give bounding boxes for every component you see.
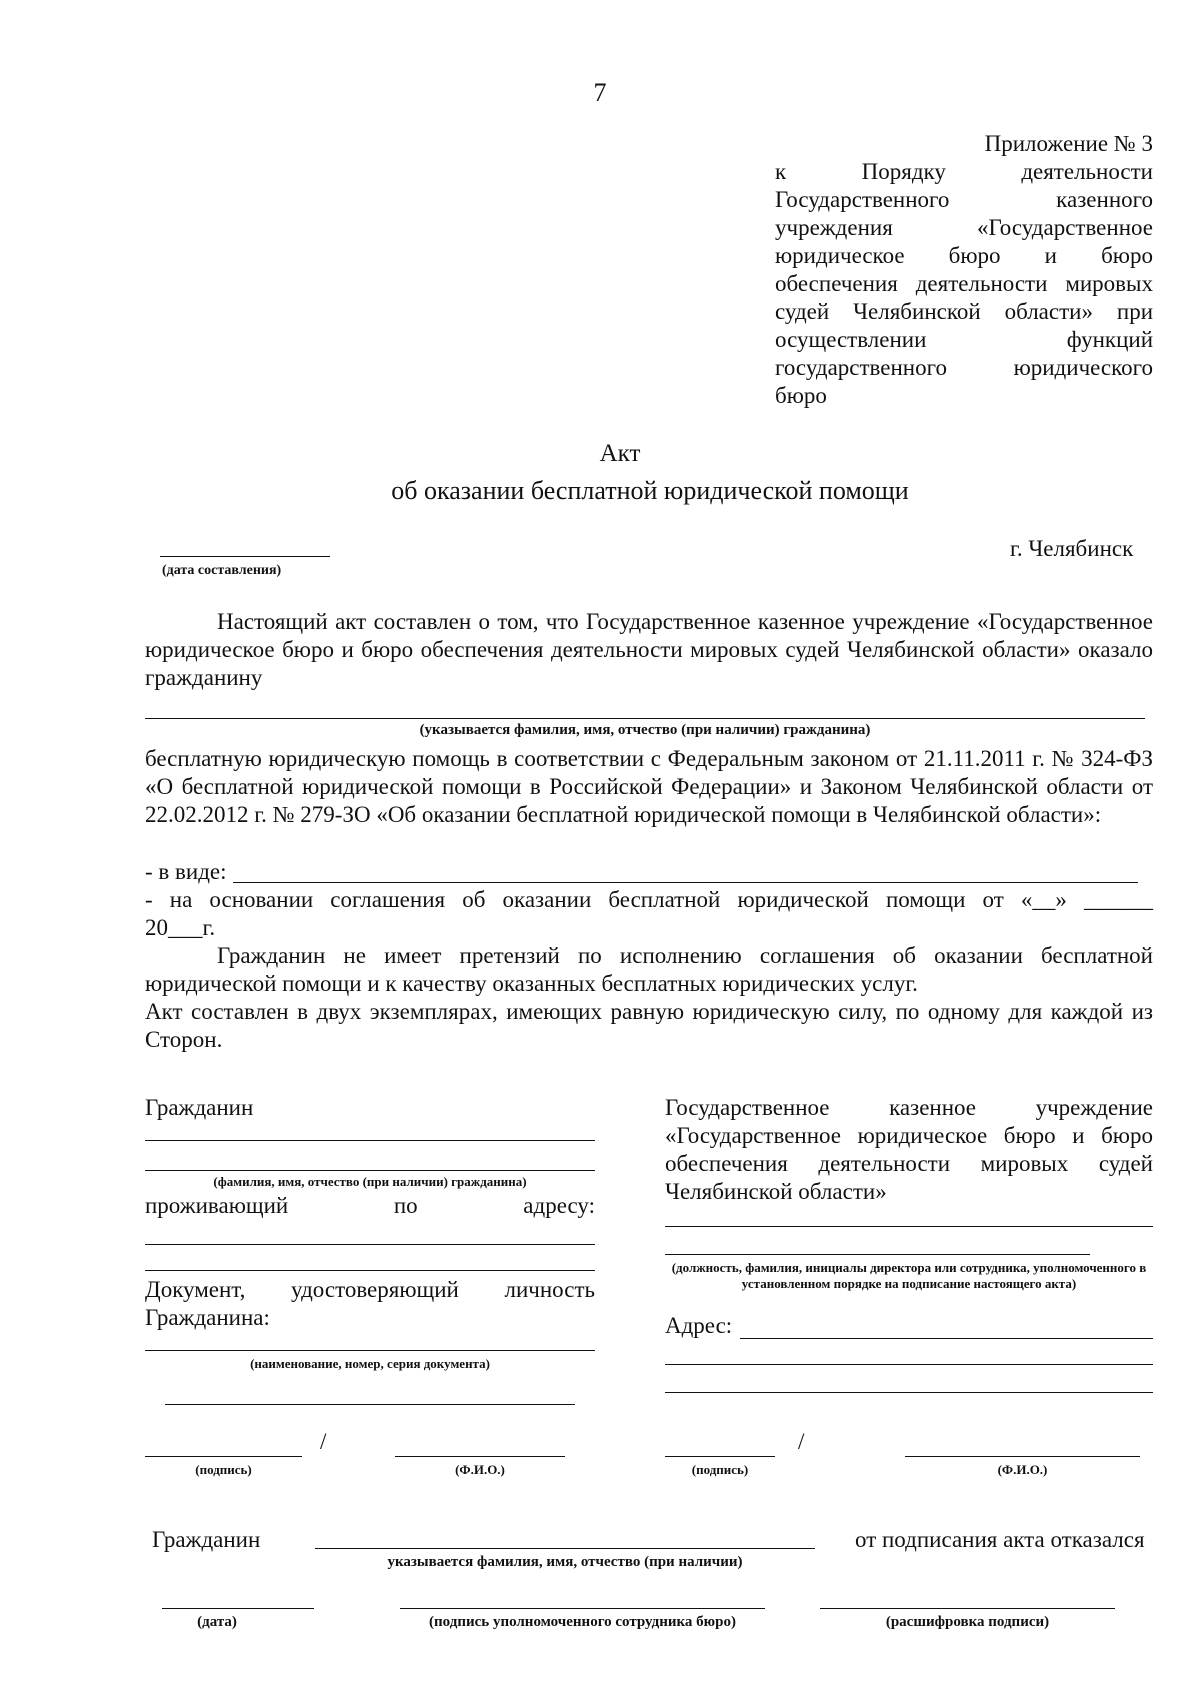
document-title: Акт [599, 440, 641, 467]
document-subtitle: об оказании бесплатной юридической помощи [391, 476, 909, 505]
appendix-reference [775, 130, 1153, 410]
appendix-line: обеспечения деятельности мировых [775, 271, 1153, 296]
refusal-text: от подписания акта отказался [855, 1527, 1145, 1552]
intro-paragraph: Настоящий акт составлен о том, что Государственное казенное учреждение «Государственное юридическое бюро и бюро обеспечения деятельности мировых судей Челябинской области» оказало гражданину [145, 609, 1153, 690]
appendix-line: бюро [775, 383, 827, 408]
citizen-fio-caption: (Ф.И.О.) [455, 1462, 505, 1477]
appendix-line: юридическое бюро и бюро [775, 243, 1153, 268]
page-number: 7 [593, 78, 607, 107]
form-field-line [233, 882, 1138, 883]
citizen-name-line [145, 718, 1145, 719]
bureau-address-line [665, 1392, 1153, 1393]
citizen-address-line [145, 1270, 595, 1271]
refusal-signature-caption: (подпись уполномоченного сотрудника бюро) [429, 1614, 736, 1630]
date-caption: (дата составления) [162, 563, 282, 578]
bureau-heading: Государственное казенное учреждение «Государственное юридическое бюро и бюро обеспечения деятельности мировых судей Челябинской области» [665, 1095, 1153, 1204]
appendix-line: Приложение № 3 [984, 131, 1153, 156]
refusal-decoding-caption: (расшифровка подписи) [885, 1614, 1050, 1630]
bureau-address-label: Адрес: [665, 1313, 733, 1338]
citizen-document-line [145, 1350, 595, 1351]
claims-paragraph: Гражданин не имеет претензий по исполнению соглашения об оказании бесплатной юридической помощи и к качеству оказанных бесплатных юридических услуг. [145, 943, 1153, 996]
law-paragraph: бесплатную юридическую помощь в соответствии с Федеральным законом от 21.11.2011 г. № 324-ФЗ «О бесплатной юридической помощи в Российской Федерации» и Законом Челябинской области от 22.02.2012 г. № 279-ЗО «Об оказании бесплатной юридической помощи в Челябинской области»: [145, 746, 1153, 827]
citizen-document-label: Документ, удостоверяющий личность Гражданина: [145, 1277, 595, 1330]
citizen-address-line [145, 1244, 595, 1245]
appendix-line: осуществлении функций [775, 327, 1153, 352]
refusal-name-line [315, 1548, 815, 1549]
citizen-document-line [165, 1404, 575, 1405]
signature-separator: / [798, 1429, 805, 1454]
citizen-heading: Гражданин [145, 1095, 254, 1120]
bureau-fio-caption: (Ф.И.О.) [997, 1462, 1048, 1477]
citizen-address-label: проживающий по адресу: [145, 1193, 595, 1218]
citizen-fio-line [395, 1456, 565, 1457]
refusal-name-caption: указывается фамилия, имя, отчество (при наличии) [387, 1554, 743, 1570]
agreement-basis-line: - на основании соглашения об оказании бесплатной юридической помощи от «__» ______ [145, 887, 1153, 912]
citizen-signature-caption: (подпись) [195, 1462, 252, 1477]
citizen-name-field-line [145, 1170, 595, 1171]
refusal-date-line [162, 1608, 314, 1609]
bureau-position-line [665, 1226, 1153, 1227]
bureau-address-line [665, 1364, 1153, 1365]
bureau-position-caption: (должность, фамилия, инициалы директора или сотрудника, уполномоченного в установленном порядке на подписание настоящего акта) [671, 1260, 1147, 1291]
citizen-name-field-line [145, 1140, 595, 1141]
appendix-line: Государственного казенного [775, 187, 1153, 212]
appendix-line: учреждения «Государственное [775, 215, 1153, 240]
signature-separator: / [320, 1429, 327, 1454]
appendix-line: к Порядку деятельности [775, 159, 1153, 184]
date-field-line [160, 556, 330, 557]
bureau-fio-line [905, 1456, 1140, 1457]
refusal-citizen-label: Гражданин [152, 1527, 261, 1552]
agreement-year: 20___г. [145, 915, 216, 940]
citizen-name-caption: (указывается фамилия, имя, отчество (при наличии) гражданина) [419, 722, 871, 738]
citizen-signature-line [145, 1456, 302, 1457]
citizen-document-caption: (наименование, номер, серия документа) [250, 1356, 490, 1371]
bureau-address-line [740, 1338, 1153, 1339]
bureau-signature-line [665, 1456, 775, 1457]
form-label: - в виде: [145, 859, 227, 884]
appendix-line: государственного юридического [775, 355, 1153, 380]
bureau-signature-caption: (подпись) [691, 1462, 749, 1477]
refusal-decoding-line [820, 1608, 1115, 1609]
city: г. Челябинск [1010, 536, 1134, 561]
refusal-date-caption: (дата) [197, 1614, 237, 1630]
refusal-signature-line [400, 1608, 765, 1609]
appendix-line: судей Челябинской области» при [775, 299, 1153, 324]
citizen-name-field-caption: (фамилия, имя, отчество (при наличии) гражданина) [213, 1174, 527, 1189]
bureau-position-line [665, 1254, 1090, 1255]
copies-paragraph: Акт составлен в двух экземплярах, имеющих равную юридическую силу, по одному для каждой из Сторон. [145, 999, 1153, 1052]
